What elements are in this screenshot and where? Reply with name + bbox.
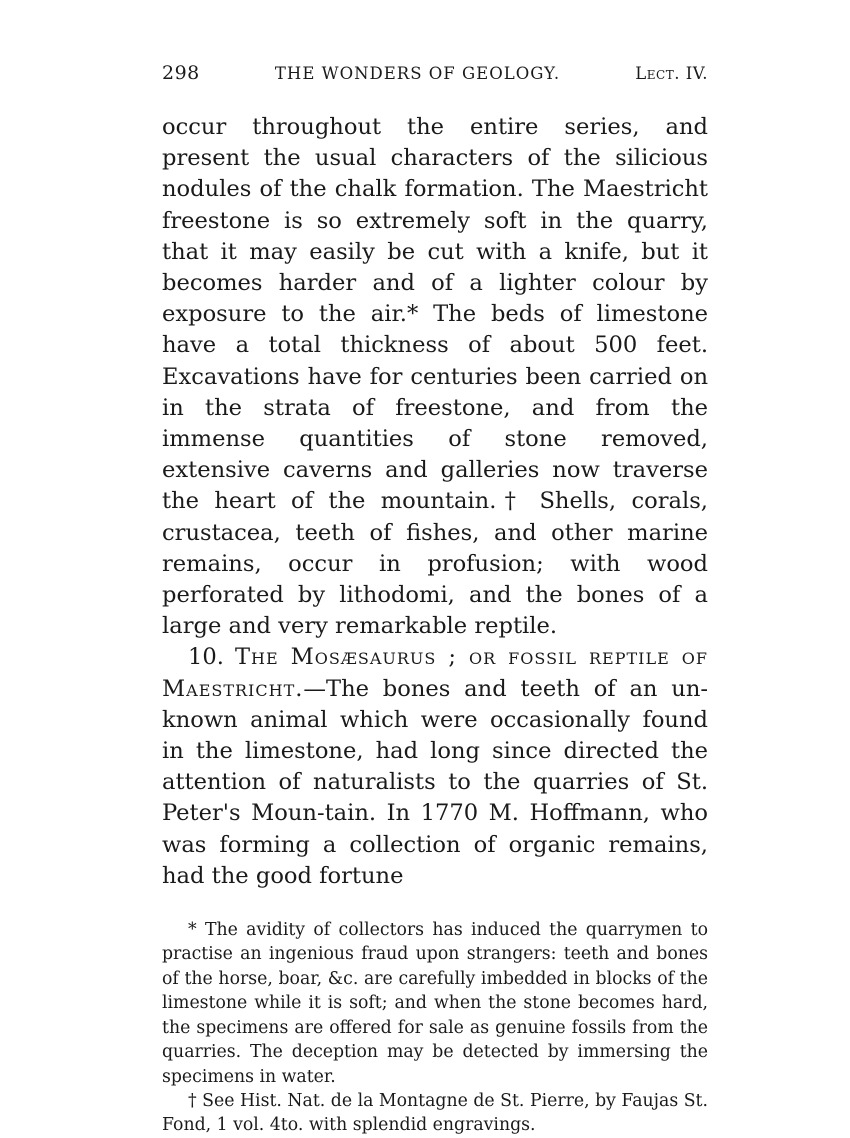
running-head — [162, 62, 708, 92]
footnote-1: * The avidity of collectors has induced the quarrymen to practise an ingenious fraud upon strangers: teeth and bones of the horse, boar, &c. are carefully imbedded in blocks of the limestone while it is soft; and when the stone becomes hard, the specimens are offered for sale as genuine fossils from the quarries. The deception may be detected by immersing the specimens in water. — [162, 920, 708, 1087]
footnote-2: † See Hist. Nat. de la Montagne de St. Pierre, by Faujas St. Fond, 1 vol. 4to. with splendid engravings. — [162, 1090, 708, 1136]
footnotes — [162, 918, 708, 1138]
lecture-label: Lect. IV. — [635, 64, 708, 83]
book-page — [162, 62, 708, 1138]
paragraph-2 — [162, 642, 708, 892]
paragraph-1: occur throughout the entire series, and present the usual characters of the silicious nodules of the chalk formation. The Maestricht freestone is so extremely soft in the quarry, that it may easily be cut with a knife, but it becomes harder and of a lighter colour by exposure to the air.* The beds of limestone have a total thickness of about 500 feet. Excavations have for centuries been carried on in the strata of freestone, and from the immense quantities of stone removed, extensive caverns and galleries now traverse the heart of the mountain.† Shells, corals, crustacea, teeth of fishes, and other marine remains, occur in profusion; with wood perforated by lithodomi, and the bones of a large and very remarkable reptile. — [162, 114, 708, 640]
body-text — [162, 112, 708, 892]
paragraph-2-text: —The bones and teeth of an un-known animal which were occasionally found in the limestone, had long since directed the attention of naturalists to the quarries of St. Peter's Moun-tain. In 1770 M. Hoffmann, who was forming a collection of organic remains, had the good fortune — [162, 675, 708, 889]
running-title: THE WONDERS OF GEOLOGY. — [274, 64, 561, 83]
section-heading: The Mosæsaurus ; or fossil reptile of Maestricht. — [162, 644, 708, 702]
section-number: 10. — [188, 644, 224, 671]
page-number: 298 — [162, 62, 200, 84]
